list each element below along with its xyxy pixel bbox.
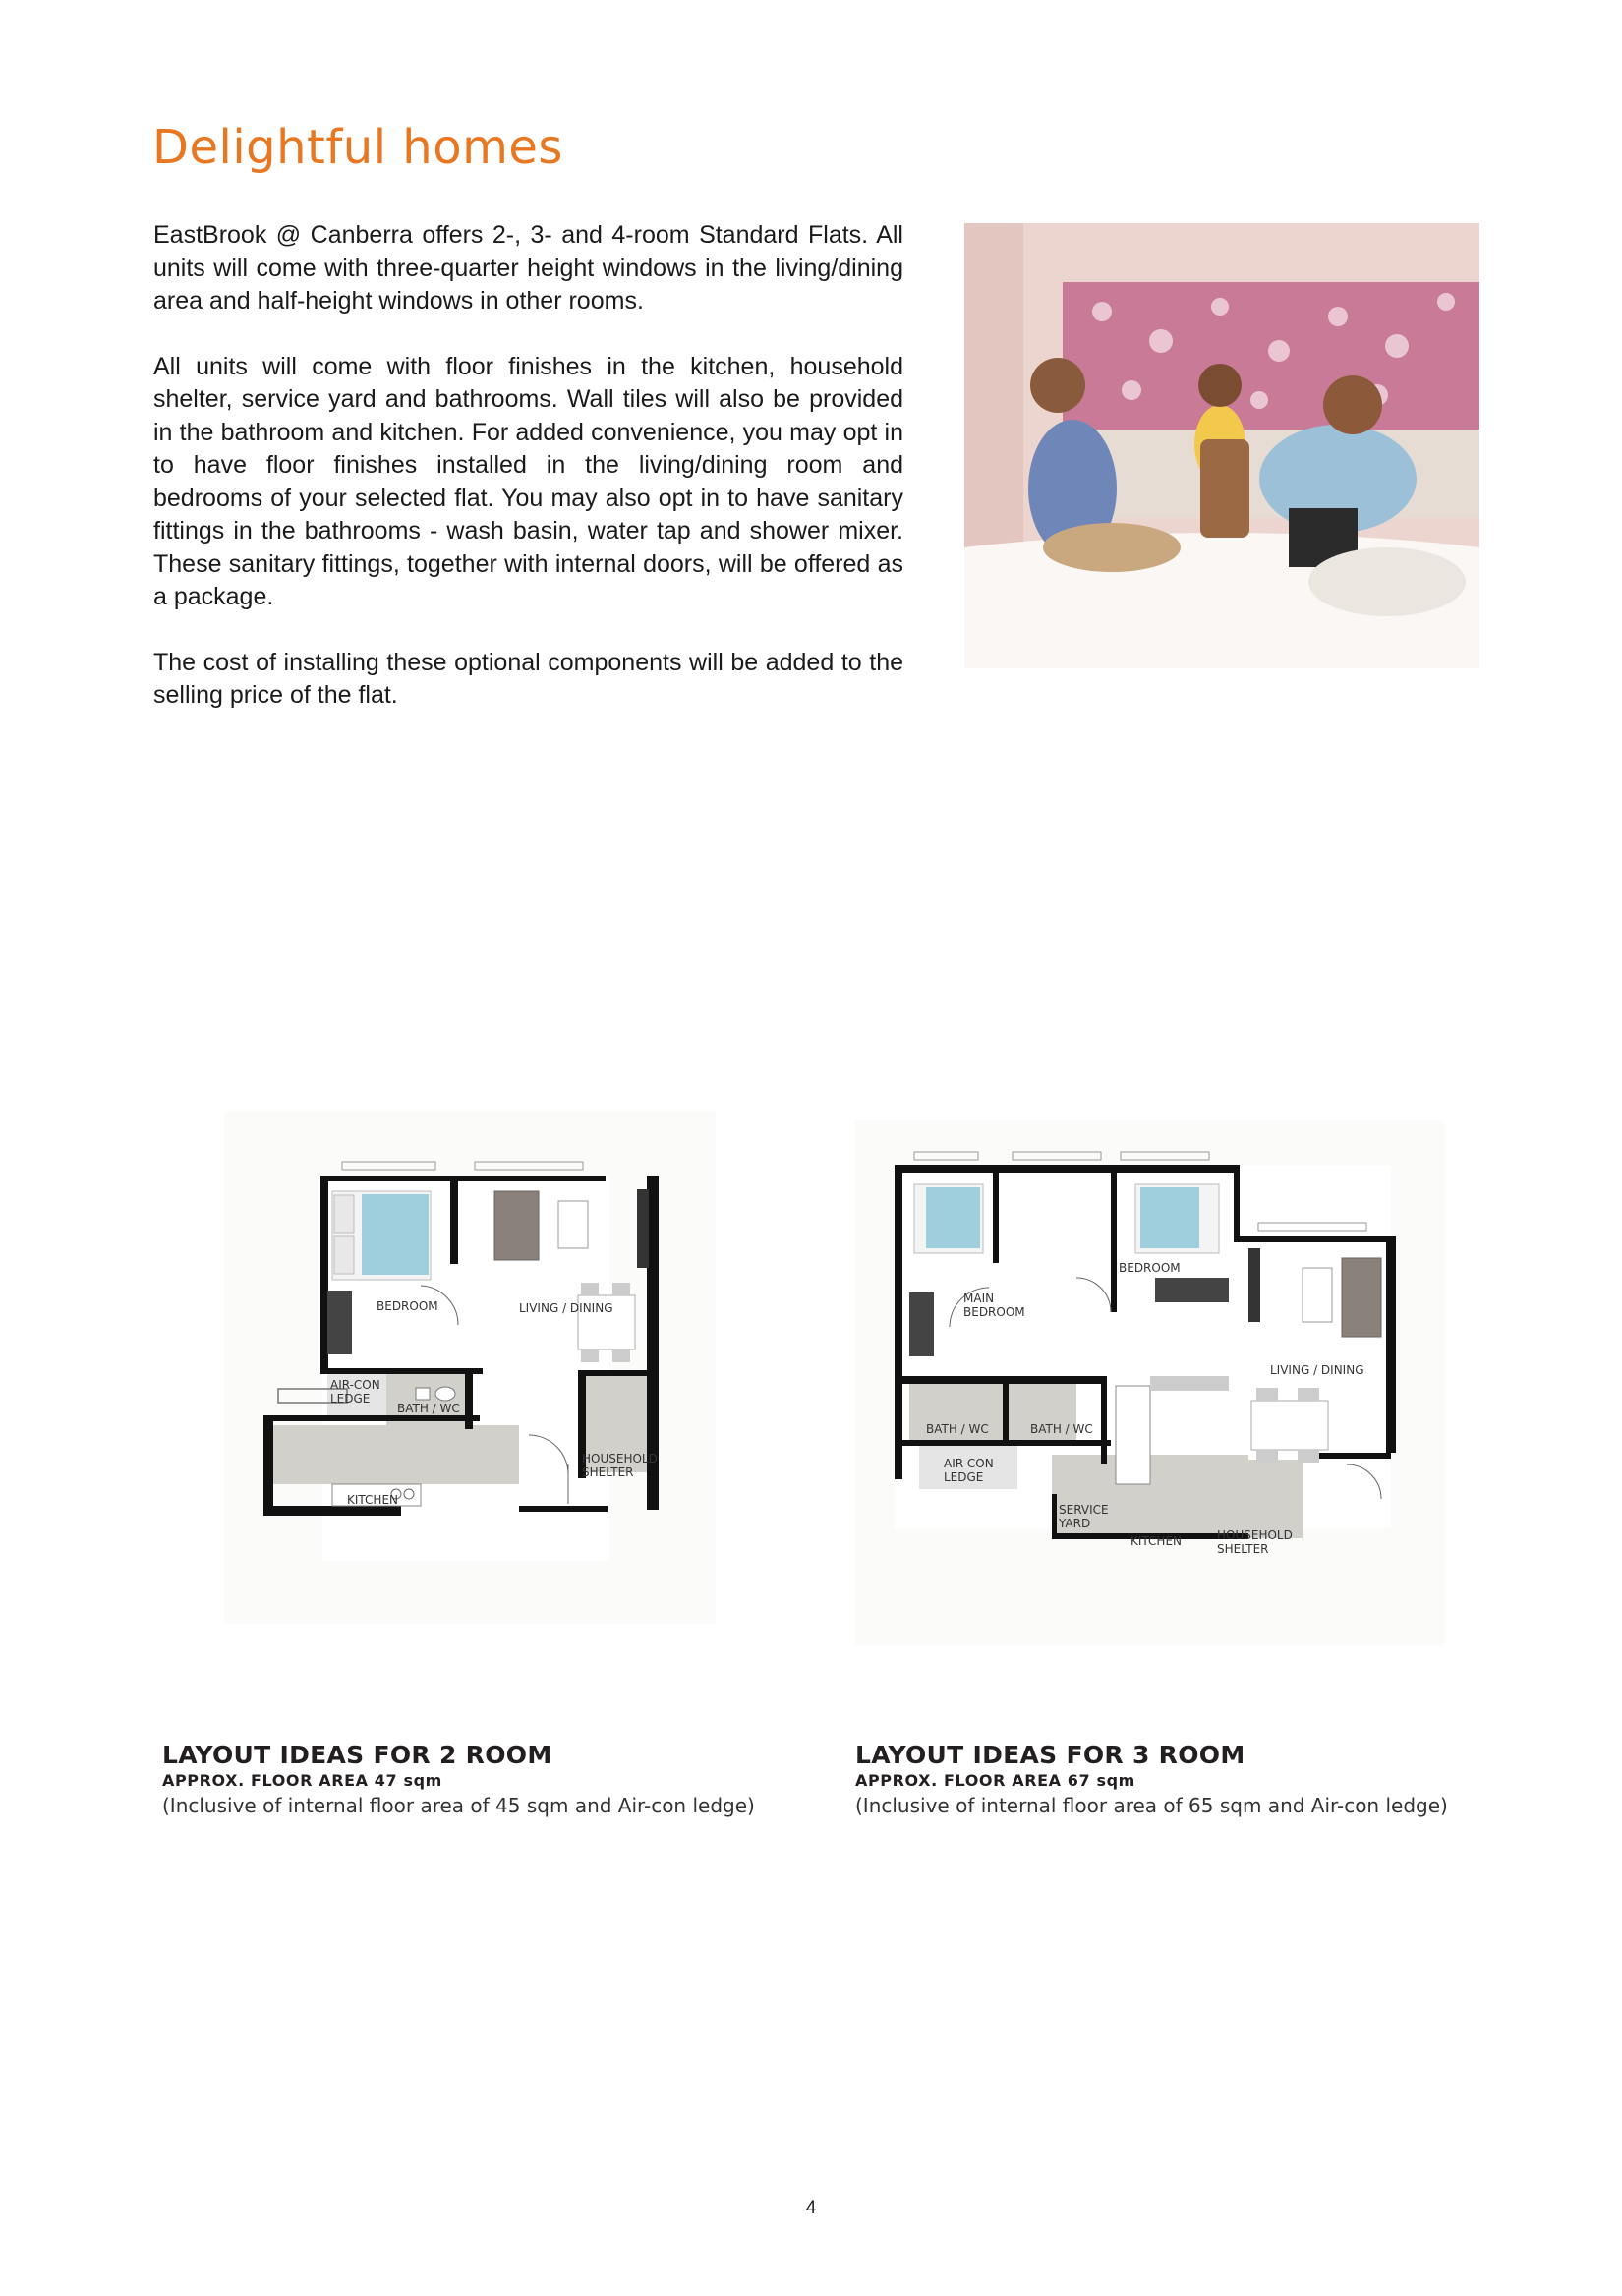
floor-plan-3-room: [855, 1120, 1445, 1646]
caption-3-room-area: APPROX. FLOOR AREA 67 sqm: [855, 1771, 1135, 1790]
caption-3-room-note: (Inclusive of internal floor area of 65 sqm and Air-con ledge): [855, 1794, 1448, 1817]
plan2-label-aircon-2: LEDGE: [330, 1392, 371, 1406]
page-title: Delightful homes: [152, 120, 563, 175]
plan2-label-bedroom: BEDROOM: [377, 1299, 438, 1313]
plan3-label-shelter-1: HOUSEHOLD: [1217, 1528, 1293, 1542]
plan2-label-living: LIVING / DINING: [519, 1301, 613, 1315]
family-photo: [964, 223, 1479, 668]
caption-2-room-note: (Inclusive of internal floor area of 45 sqm and Air-con ledge): [162, 1794, 755, 1817]
caption-2-room-area: APPROX. FLOOR AREA 47 sqm: [162, 1771, 442, 1790]
plan3-label-bedroom: BEDROOM: [1119, 1261, 1181, 1275]
plan2-label-shelter-1: HOUSEHOLD: [582, 1452, 658, 1465]
caption-2-room: [162, 1741, 755, 1817]
plan3-label-main-bedroom-2: BEDROOM: [963, 1305, 1025, 1319]
plan3-label-main-bedroom-1: MAIN: [963, 1292, 995, 1305]
paragraph-1: EastBrook @ Canberra offers 2-, 3- and 4-room Standard Flats. All units will come with three-quarter height windows in the living/dining area and half-height windows in other rooms.: [153, 221, 903, 315]
plan3-label-shelter-2: SHELTER: [1217, 1542, 1269, 1556]
plan3-label-aircon-1: AIR-CON: [944, 1457, 994, 1470]
plan3-label-bath-1: BATH / WC: [926, 1422, 989, 1436]
plan3-label-living: LIVING / DINING: [1270, 1363, 1364, 1377]
page-number: 4: [805, 2198, 817, 2218]
caption-3-room-title: LAYOUT IDEAS FOR 3 ROOM: [855, 1741, 1245, 1769]
paragraph-3: The cost of installing these optional components will be added to the selling price of the flat.: [153, 648, 903, 709]
plan2-label-shelter-2: SHELTER: [582, 1465, 634, 1479]
intro-text: [153, 219, 903, 745]
plan3-label-aircon-2: LEDGE: [944, 1470, 984, 1484]
paragraph-2: All units will come with floor finishes in the kitchen, household shelter, service yard and bathrooms. Wall tiles will also be provided in the bathroom and kitchen. For added convenience, you may opt in to have floor finishes installed in the living/dining room and bedrooms of your selected flat. You may also opt in to have sanitary fittings in the bathrooms - wash basin, water tap and shower mixer. These sanitary fittings, together with internal doors, will be offered as a package.: [153, 352, 903, 610]
plan3-label-bath-2: BATH / WC: [1030, 1422, 1093, 1436]
caption-2-room-title: LAYOUT IDEAS FOR 2 ROOM: [162, 1741, 552, 1769]
plan3-label-kitchen: KITCHEN: [1130, 1534, 1182, 1548]
plan2-label-bath: BATH / WC: [397, 1402, 460, 1415]
plan2-label-aircon-1: AIR-CON: [330, 1378, 380, 1392]
caption-3-room: [855, 1741, 1448, 1817]
plan2-label-kitchen: KITCHEN: [347, 1493, 398, 1507]
floor-plan-2-room: [224, 1111, 716, 1624]
plan3-label-service-1: SERVICE: [1059, 1503, 1109, 1517]
plan3-label-service-2: YARD: [1059, 1517, 1091, 1530]
